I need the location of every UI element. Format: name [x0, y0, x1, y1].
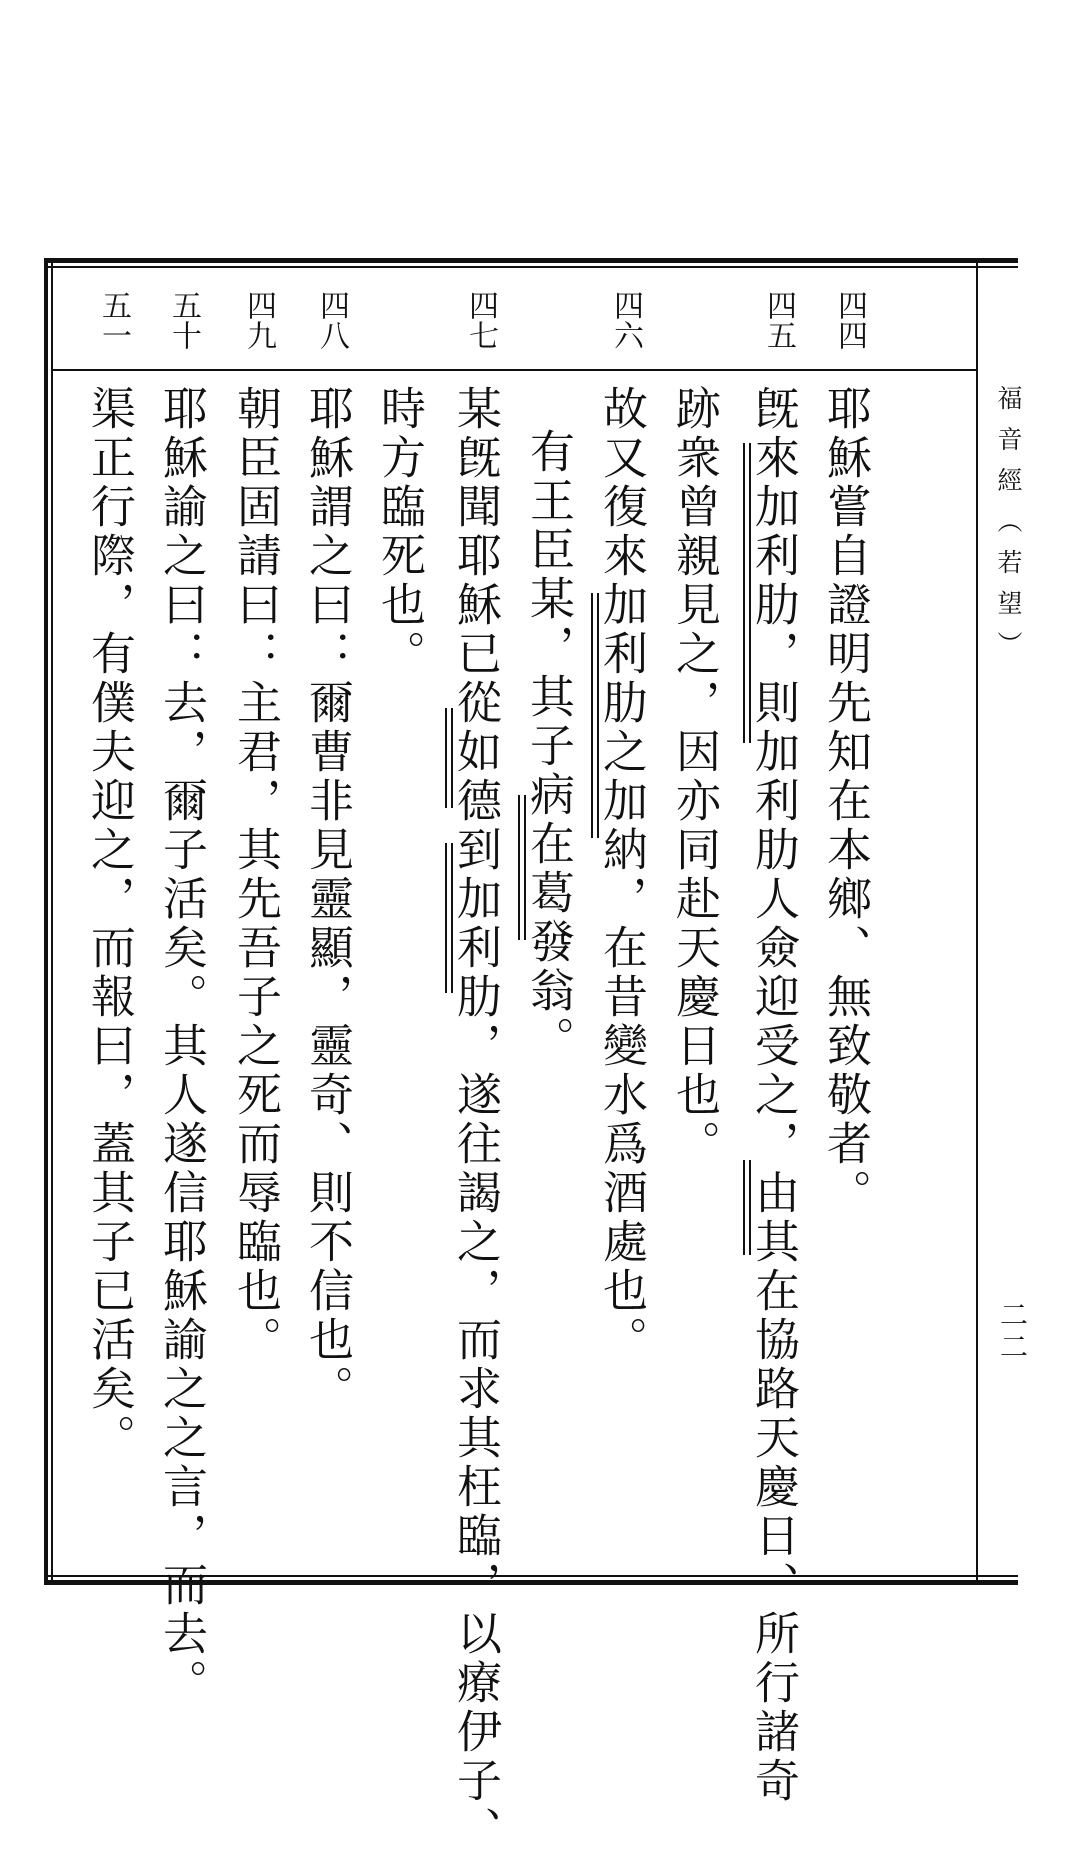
- text-column: 時方臨死也。: [373, 385, 426, 679]
- proper-name-marker: [743, 443, 751, 743]
- text-column: 有王臣某，其子病在葛發翁。: [522, 428, 575, 1065]
- verse-number: 五十: [166, 290, 201, 350]
- verse-number-rule: [53, 369, 976, 371]
- text-column: 跡衆曾親見之，因亦同赴天慶日也。: [668, 385, 721, 1169]
- text-column: 耶穌嘗自證明先知在本鄉、無致敬者。: [819, 385, 872, 1218]
- verse-number: 四七: [463, 290, 498, 350]
- text-column: 某旣聞耶穌已從如德到加利肋，遂往謁之，而求其枉臨，以療伊子、: [449, 385, 502, 1855]
- proper-name-marker: [591, 593, 599, 743]
- proper-name-marker: [743, 1160, 751, 1255]
- proper-name-marker: [445, 708, 453, 808]
- text-column: 故又復來加利肋之加納，在昔變水爲酒處也。: [595, 385, 648, 1365]
- proper-name-marker: [445, 843, 453, 993]
- proper-name-marker: [518, 795, 526, 940]
- page-border-top-inner: [48, 266, 1018, 268]
- text-column: 耶穌謂之曰：爾曹非見靈顯，靈奇、則不信也。: [301, 385, 354, 1414]
- page-border-left: [44, 258, 48, 1585]
- page-border-left-inner: [51, 262, 53, 1582]
- running-head: 福音經（若望）: [994, 385, 1023, 672]
- text-column: 朝臣固請曰：主君，其先吾子之死而辱臨也。: [229, 385, 282, 1365]
- page-border-top: [48, 258, 1018, 263]
- text-column: 渠正行際，有僕夫迎之，而報曰，蓋其子已活矣。: [83, 385, 136, 1463]
- verse-number: 五一: [96, 290, 131, 350]
- verse-number: 四四: [832, 290, 867, 350]
- text-column: 耶穌諭之曰：去，爾子活矣。其人遂信耶穌諭之之言，而去。: [155, 385, 208, 1708]
- verse-number: 四八: [314, 290, 349, 350]
- verse-number: 四九: [241, 290, 276, 350]
- verse-number: 四五: [761, 290, 796, 350]
- verse-number: 四六: [608, 290, 643, 350]
- page-border-right: [976, 262, 978, 1580]
- text-column: 旣來加利肋，則加利肋人僉迎受之，由其在協路天慶日、所行諸奇: [747, 385, 800, 1806]
- proper-name-marker: [591, 743, 599, 838]
- page-number: 二二: [996, 1300, 1029, 1364]
